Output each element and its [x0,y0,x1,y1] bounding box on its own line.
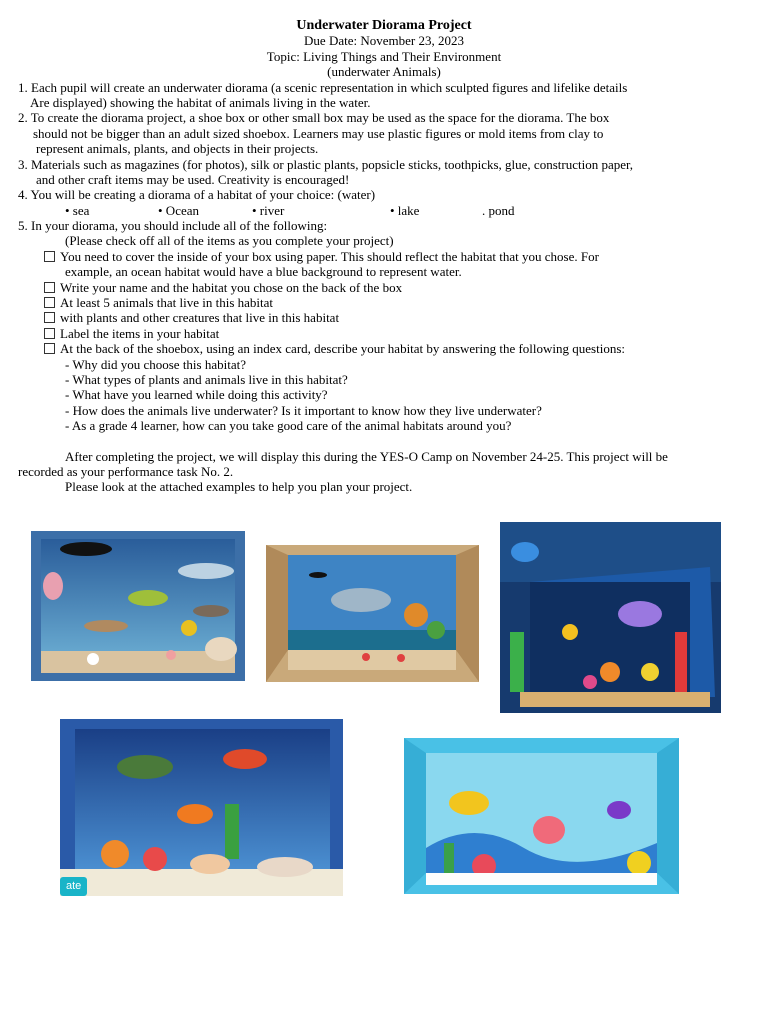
checkbox-icon[interactable] [44,312,55,323]
doc-title: Underwater Diorama Project [296,18,472,33]
item-2-line-c: represent animals, plants, and objects in their projects. [36,141,319,157]
checkbox-icon[interactable] [44,297,55,308]
checklist-item-continuation: example, an ocean habitat would have a blue background to represent water. [65,264,462,280]
checklist-item[interactable] [0,295,768,310]
item-1-line-a: 1. Each pupil will create an underwater diorama (a scenic representation in which sculpted figures and lifelike details [18,79,628,95]
checklist-text: At least 5 animals that live in this habitat [60,294,274,310]
item-2-line-b: should not be bigger than an adult sized shoebox. Learners may use plastic figures or mold items from clay to [33,125,604,141]
checklist-text: Label the items in your habitat [60,325,220,341]
diorama-example-5-image [404,738,679,894]
subtopic: (underwater Animals) [327,64,441,80]
closing-line-a: After completing the project, we will display this during the YES-O Camp on November 24-25. This project will be [65,448,668,464]
item-2-line-a: 2. To create the diorama project, a shoe box or other small box may be used as the space for the diorama. The box [18,110,610,126]
checklist-text: At the back of the shoebox, using an index card, describe your habitat by answering the following questions: [60,341,626,357]
checklist-text: Write your name and the habitat you chose on the back of the box [60,279,403,295]
document [0,18,768,495]
habitat-river: • river [252,202,285,218]
habitat-ocean: • Ocean [158,202,199,218]
checklist-item[interactable] [0,249,768,264]
question: - As a grade 4 learner, how can you take good care of the animal habitats around you? [65,418,512,434]
diorama-example-4-image [60,719,343,896]
checkbox-icon[interactable] [44,343,55,354]
label-tag: ate [60,877,87,896]
diorama-example-2-image [266,545,479,682]
question: - Why did you choose this habitat? [65,356,247,372]
checklist-item[interactable] [0,326,768,341]
question: - What have you learned while doing this activity? [65,387,328,403]
item-3-line-a: 3. Materials such as magazines (for photos), silk or plastic plants, popsicle sticks, toothpicks, glue, construction paper, [18,156,634,172]
question: - How does the animals live underwater? Is it important to know how they live underwater? [65,402,542,418]
checklist-item[interactable] [0,341,768,356]
closing-line-b: recorded as your performance task No. 2. [18,463,234,479]
item-3-line-b: and other craft items may be used. Creativity is encouraged! [36,172,350,188]
checklist-item[interactable] [0,310,768,325]
diorama-example-3-image [500,522,721,713]
checklist-text: You need to cover the inside of your box using paper. This should reflect the habitat that you chose. For [60,248,599,264]
habitat-sea: • sea [65,202,90,218]
checklist-text: with plants and other creatures that live in this habitat [60,310,340,326]
diorama-example-1-image [31,531,245,681]
item-1-line-b: Are displayed) showing the habitat of animals living in the water. [30,95,371,111]
item-4: 4. You will be creating a diorama of a habitat of your choice: (water) [18,187,376,203]
item-5-note: (Please check off all of the items as you complete your project) [65,233,394,249]
habitat-options [0,203,768,218]
checklist-item[interactable] [0,280,768,295]
habitat-pond: . pond [482,202,515,218]
habitat-lake: • lake [390,202,420,218]
closing-line-c: Please look at the attached examples to help you plan your project. [65,479,413,495]
item-5: 5. In your diorama, you should include all of the following: [18,217,328,233]
question: - What types of plants and animals live in this habitat? [65,371,348,387]
checkbox-icon[interactable] [44,282,55,293]
due-date: Due Date: November 23, 2023 [304,33,464,49]
topic: Topic: Living Things and Their Environment [266,48,502,64]
checkbox-icon[interactable] [44,251,55,262]
checkbox-icon[interactable] [44,328,55,339]
